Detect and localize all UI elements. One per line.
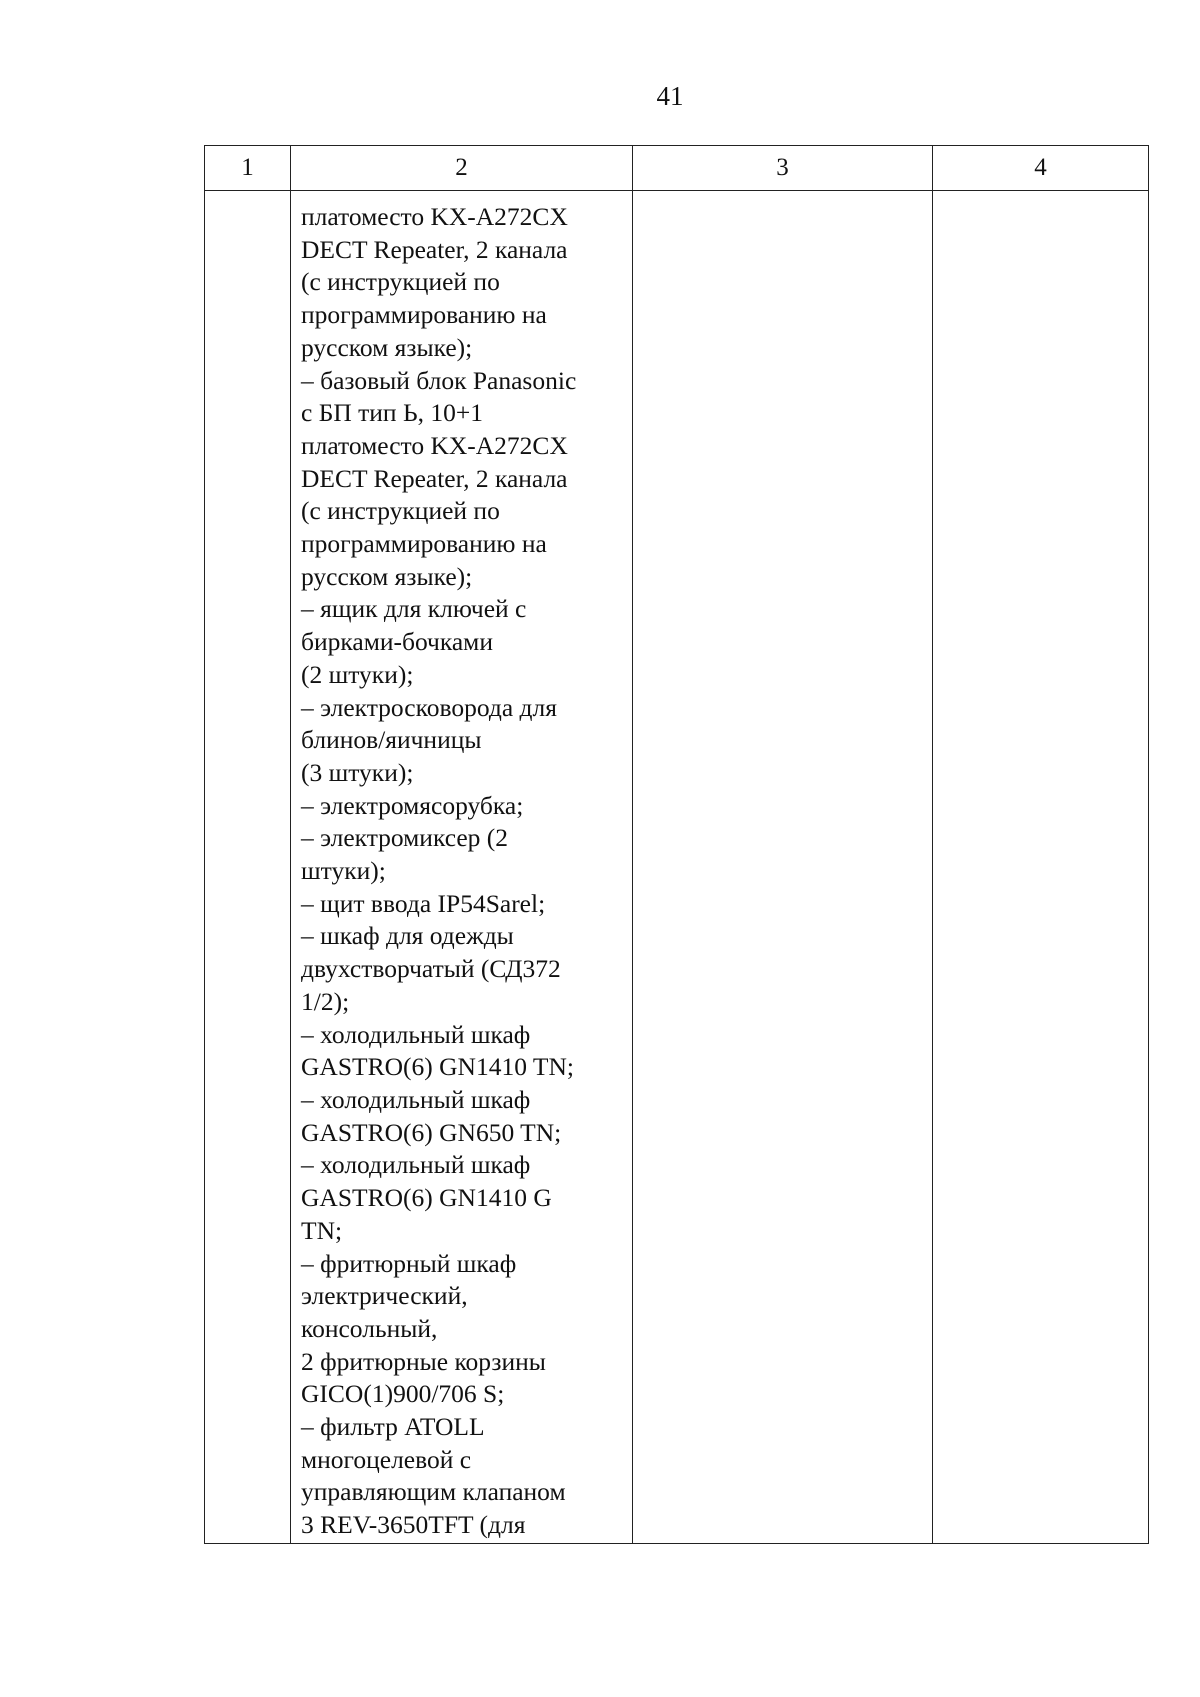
- equipment-list-line: – фильтр ATOLL: [301, 1412, 485, 1442]
- equipment-list-line: с БП тип Ь, 10+1: [301, 398, 483, 428]
- equipment-list-line: программированию на: [301, 529, 547, 559]
- equipment-list-line: управляющим клапаном: [301, 1477, 566, 1507]
- equipment-list-line: программированию на: [301, 300, 547, 330]
- equipment-list-line: GICO(1)900/706 S;: [301, 1379, 505, 1409]
- equipment-list-line: 2 фритюрные корзины: [301, 1346, 546, 1376]
- equipment-list-line: электрический,: [301, 1281, 468, 1311]
- column-header-4: 4: [933, 146, 1149, 191]
- equipment-list-line: (3 штуки);: [301, 757, 414, 787]
- equipment-list-line: – электромясорубка;: [301, 790, 524, 820]
- equipment-list-line: русском языке);: [301, 332, 473, 362]
- equipment-list: [291, 191, 632, 1542]
- equipment-list-line: двухстворчатый (СД372: [301, 954, 561, 984]
- table-header-row: [205, 146, 1149, 191]
- equipment-list-line: GASTRO(6) GN650 TN;: [301, 1117, 562, 1147]
- equipment-list-line: – ящик для ключей с: [301, 594, 527, 624]
- equipment-list-line: русском языке);: [301, 561, 473, 591]
- equipment-list-line: – щит ввода IP54Sarel;: [301, 888, 546, 918]
- equipment-list-line: – холодильный шкаф: [301, 1084, 531, 1114]
- table-row: [205, 191, 1149, 1544]
- equipment-list-line: – шкаф для одежды: [301, 921, 514, 951]
- equipment-list-line: GASTRO(6) GN1410 TN;: [301, 1052, 574, 1082]
- equipment-list-line: штуки);: [301, 856, 386, 886]
- equipment-list-line: 3 REV-3650TFT (для: [301, 1510, 526, 1540]
- equipment-list-line: GASTRO(6) GN1410 G: [301, 1183, 552, 1213]
- equipment-list-line: – холодильный шкаф: [301, 1019, 531, 1049]
- equipment-list-line: (2 штуки);: [301, 659, 414, 689]
- equipment-list-line: платоместо KX-A272CX: [301, 202, 568, 231]
- equipment-list-line: платоместо KX-A272CX: [301, 430, 568, 460]
- column-header-2: 2: [291, 146, 633, 191]
- equipment-list-line: многоцелевой с: [301, 1444, 472, 1474]
- equipment-list-line: – электросковорода для: [301, 692, 557, 722]
- equipment-list-line: TN;: [301, 1215, 343, 1245]
- equipment-list-line: (с инструкцией по: [301, 496, 500, 526]
- equipment-list-line: 1/2);: [301, 986, 350, 1016]
- cell-col-1: [205, 191, 291, 1544]
- equipment-list-line: – холодильный шкаф: [301, 1150, 531, 1180]
- cell-col-3: [633, 191, 933, 1544]
- page-number: 41: [656, 81, 684, 111]
- column-header-3: 3: [633, 146, 933, 191]
- equipment-table: [204, 145, 1149, 1544]
- equipment-list-line: – базовый блок Panasonic: [301, 365, 577, 395]
- equipment-list-line: бирками-бочками: [301, 627, 493, 657]
- cell-col-2: [291, 191, 633, 1544]
- equipment-list-line: (с инструкцией по: [301, 267, 500, 297]
- equipment-list-line: консольный,: [301, 1313, 438, 1343]
- equipment-list-line: – электромиксер (2: [301, 823, 509, 853]
- column-header-1: 1: [205, 146, 291, 191]
- cell-col-4: [933, 191, 1149, 1544]
- equipment-list-line: блинов/яичницы: [301, 725, 482, 755]
- equipment-list-line: DECT Repeater, 2 канала: [301, 234, 568, 264]
- equipment-list-line: DECT Repeater, 2 канала: [301, 463, 568, 493]
- equipment-list-line: – фритюрный шкаф: [301, 1248, 517, 1278]
